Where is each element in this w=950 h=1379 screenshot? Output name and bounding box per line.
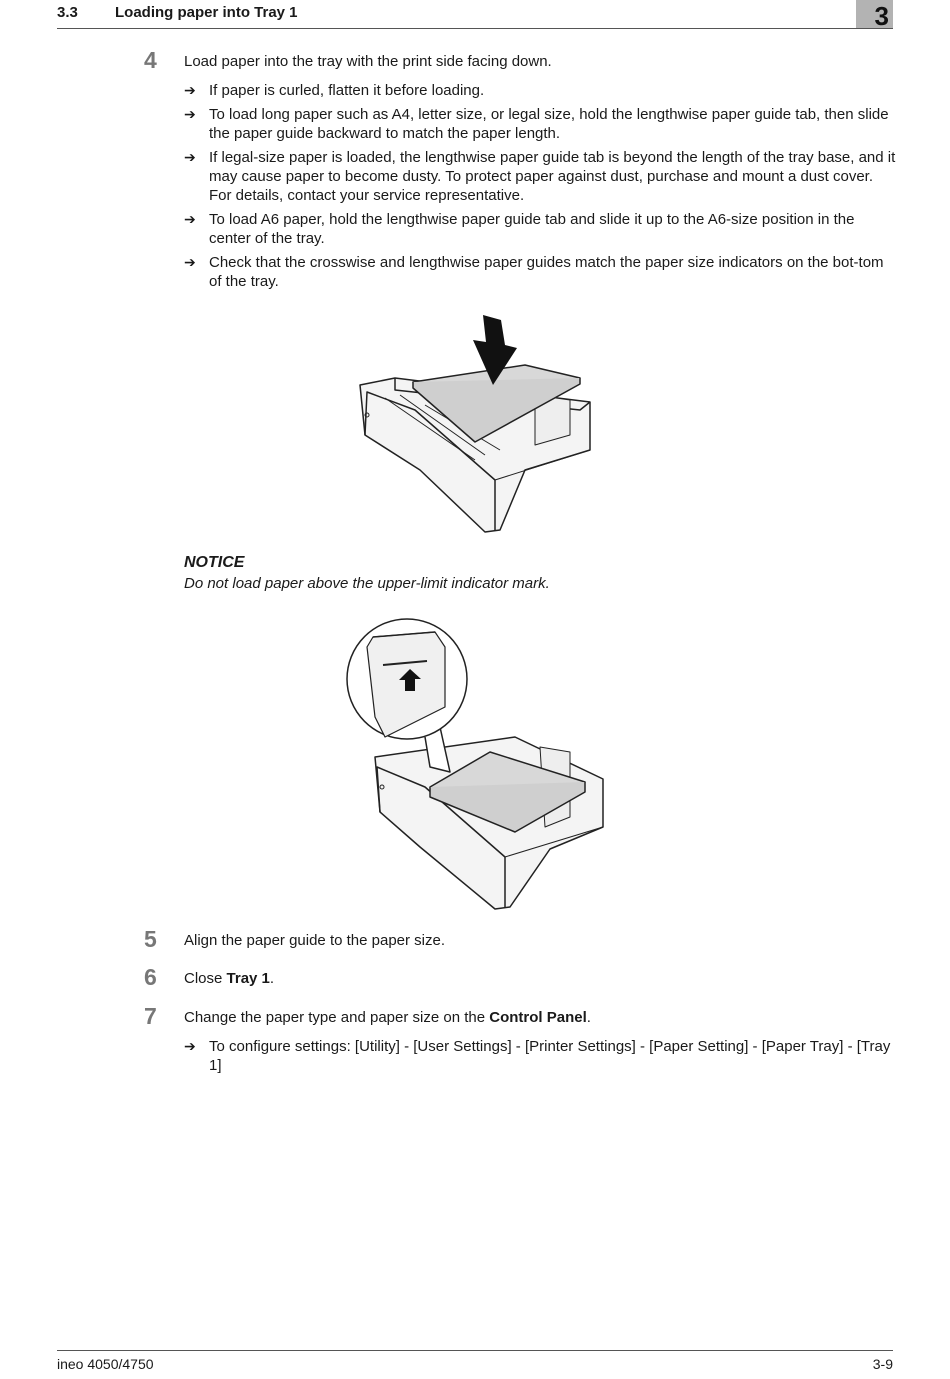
- upper-limit-illustration: [345, 617, 610, 912]
- bullet-item: ➔ Check that the crosswise and lengthwise paper guides match the paper size indicators on the bot-tom of the tray.: [184, 254, 884, 290]
- arrow-icon: ➔: [184, 82, 196, 98]
- section-number: 3.3: [57, 4, 78, 21]
- page-number: 3-9: [872, 1356, 893, 1372]
- bullet-item: ➔ To load long paper such as A4, letter size, or legal size, hold the lengthwise paper guide tab, then slide the paper guide backward to match the paper length.: [184, 106, 889, 142]
- notice-title: NOTICE: [184, 554, 245, 571]
- step-text: Align the paper guide to the paper size.: [184, 932, 446, 949]
- arrow-icon: ➔: [184, 106, 196, 122]
- section-title: Loading paper into Tray 1: [115, 4, 298, 21]
- step-text: Close Tray 1.: [184, 970, 275, 987]
- step-text: Change the paper type and paper size on the Control Panel.: [184, 1009, 591, 1026]
- step-4-bullets: [184, 81, 896, 296]
- bullet-item: ➔ If paper is curled, flatten it before loading.: [184, 82, 485, 99]
- tray-loading-illustration: [355, 310, 595, 535]
- arrow-icon: ➔: [184, 254, 196, 270]
- step-number: 4: [144, 47, 157, 73]
- step-7-bullet: ➔ To configure settings: [Utility] - [User Settings] - [Printer Settings] - [Paper Setting] - [Paper Tray] - [Tray 1]: [184, 1038, 891, 1074]
- chapter-tab: [856, 0, 893, 31]
- page-header: [57, 0, 893, 29]
- arrow-icon: ➔: [184, 149, 196, 165]
- step-number: 7: [144, 1003, 157, 1029]
- control-panel-label: Control Panel: [489, 1009, 587, 1026]
- page-footer: [57, 1350, 893, 1376]
- bullet-item: ➔ If legal-size paper is loaded, the lengthwise paper guide tab is beyond the length of the tray base, and it may cause paper to become dusty. To protect paper against dust, purchase and mount a dust cover. For details, contact your service representative.: [184, 149, 896, 204]
- arrow-icon: ➔: [184, 211, 196, 227]
- tray-label: Tray 1: [226, 970, 270, 987]
- chapter-number: 3: [874, 1, 889, 31]
- arrow-icon: ➔: [184, 1038, 196, 1054]
- model-name: ineo 4050/4750: [57, 1356, 154, 1372]
- step-number: 5: [144, 926, 157, 952]
- step-number: 6: [144, 964, 157, 990]
- notice-text: Do not load paper above the upper-limit indicator mark.: [184, 575, 550, 592]
- step-text: Load paper into the tray with the print side facing down.: [184, 53, 552, 70]
- bullet-item: ➔ To load A6 paper, hold the lengthwise paper guide tab and slide it up to the A6-size position in the center of the tray.: [184, 211, 855, 247]
